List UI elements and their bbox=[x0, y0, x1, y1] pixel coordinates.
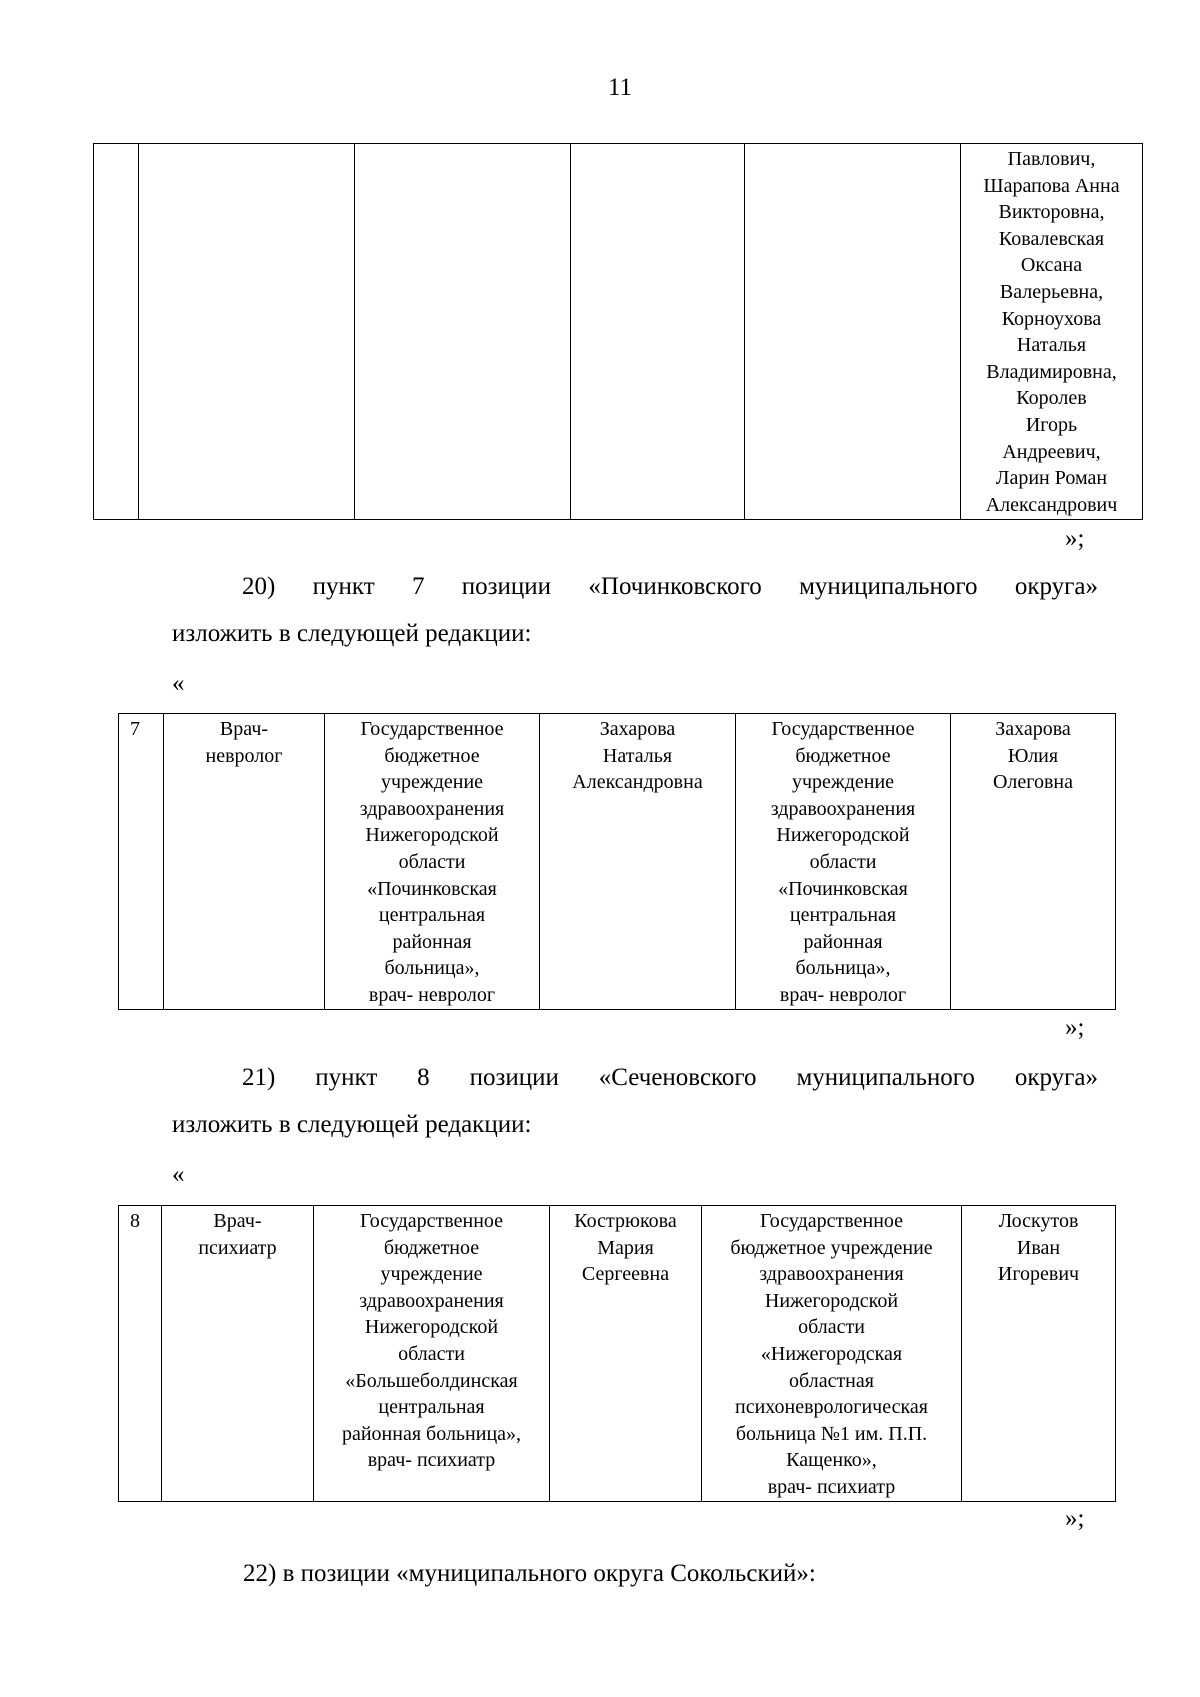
table-cell bbox=[94, 144, 139, 520]
table-row bbox=[119, 1206, 1116, 1502]
item-20-table bbox=[118, 713, 1116, 1010]
organization-cell-2: Государственное бюджетное учреждение здравоохранения Нижегородской области «Нижегородская областная психоневрологическая больница №1 им. П.П. Кащенко», врач- психиатр bbox=[702, 1206, 962, 1502]
mentor-cell: Захарова Наталья Александровна bbox=[540, 714, 736, 1010]
item-22-text: 22) в позиции «муниципального округа Сокольский»: bbox=[243, 1560, 816, 1587]
organization-cell: Государственное бюджетное учреждение здравоохранения Нижегородской области «Большеболдинская центральная районная больница», врач- психиатр bbox=[314, 1206, 550, 1502]
specialty-cell: Врач- невролог bbox=[164, 714, 325, 1010]
closing-quote: »; bbox=[1065, 1014, 1085, 1041]
item-21-text-cont: изложить в следующей редакции: bbox=[172, 1111, 532, 1138]
mentee-cell: Захарова Юлия Олеговна bbox=[951, 714, 1116, 1010]
item-20-text-cont: изложить в следующей редакции: bbox=[172, 620, 532, 647]
page-number: 11 bbox=[607, 74, 633, 101]
opening-quote: « bbox=[172, 670, 185, 697]
table-row bbox=[94, 144, 1143, 520]
table-row bbox=[119, 714, 1116, 1010]
table-cell bbox=[139, 144, 355, 520]
mentee-cell: Павлович, Шарапова Анна Викторовна, Ковалевская Оксана Валерьевна, Корноухова Наталья Владимировна, Королев Игорь Андреевич, Ларин Роман Александрович bbox=[961, 144, 1143, 520]
closing-quote: »; bbox=[1065, 1505, 1085, 1532]
closing-quote: »; bbox=[1065, 525, 1085, 552]
row-number: 8 bbox=[119, 1206, 162, 1502]
opening-quote: « bbox=[172, 1161, 185, 1188]
organization-cell-2: Государственное бюджетное учреждение здравоохранения Нижегородской области «Починковская центральная районная больница», врач- невролог bbox=[736, 714, 951, 1010]
item-21-text: 21) пункт 8 позиции «Сеченовского муниципального округа» bbox=[242, 1064, 1098, 1091]
mentor-cell: Кострюкова Мария Сергеевна bbox=[550, 1206, 702, 1502]
item-20-text: 20) пункт 7 позиции «Починковского муниципального округа» bbox=[242, 573, 1098, 600]
table-cell bbox=[745, 144, 961, 520]
item-21-table bbox=[118, 1205, 1116, 1502]
specialty-cell: Врач- психиатр bbox=[162, 1206, 314, 1502]
mentee-cell: Лоскутов Иван Игоревич bbox=[962, 1206, 1116, 1502]
organization-cell: Государственное бюджетное учреждение здравоохранения Нижегородской области «Починковская центральная районная больница», врач- невролог bbox=[325, 714, 540, 1010]
table-cell bbox=[355, 144, 571, 520]
table-cell bbox=[571, 144, 745, 520]
row-number: 7 bbox=[119, 714, 164, 1010]
continued-table bbox=[93, 143, 1143, 520]
